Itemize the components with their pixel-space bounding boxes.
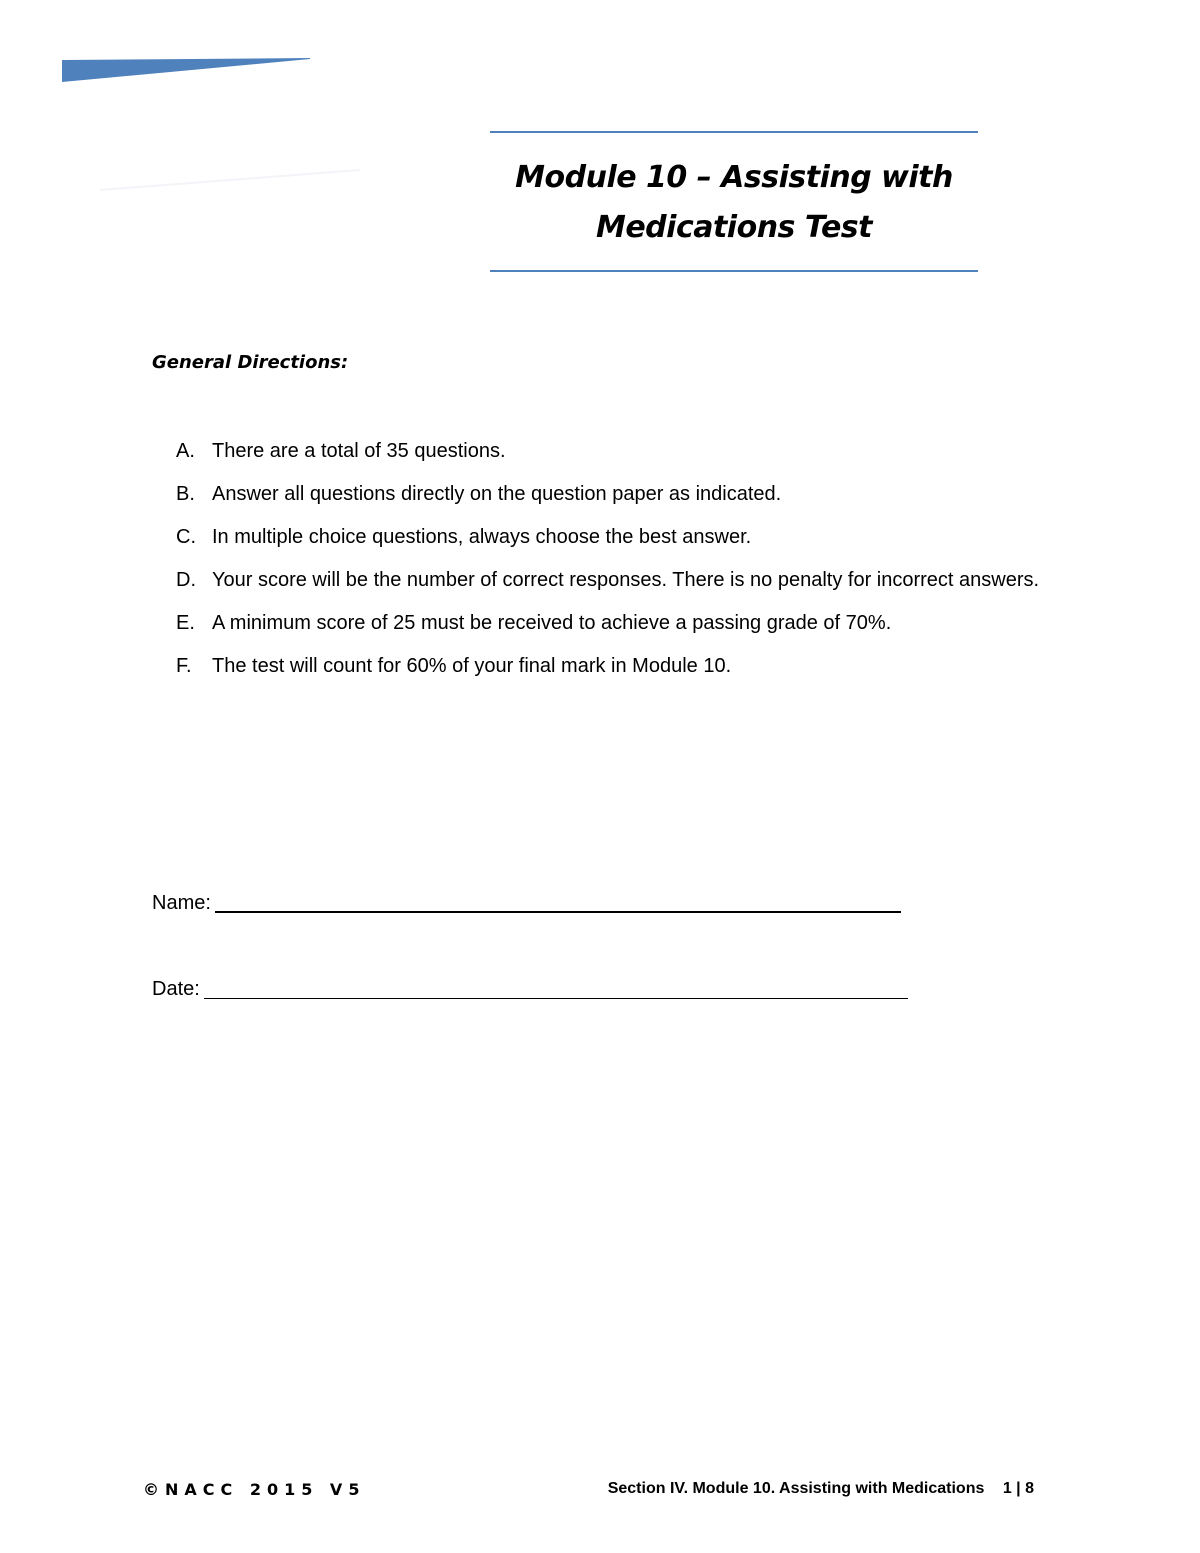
header-banner-graphic	[60, 56, 312, 84]
page-title-line-1: Module 10 – Assisting with	[515, 160, 953, 195]
direction-item	[176, 516, 1046, 559]
directions-heading: General Directions:	[152, 352, 349, 373]
direction-marker: F.	[176, 655, 192, 677]
footer-section-title: Section IV. Module 10. Assisting with Medications	[607, 1480, 985, 1497]
direction-item	[176, 430, 1046, 473]
direction-text: The test will count for 60% of your final mark in Module 10.	[212, 655, 732, 677]
title-block	[490, 131, 978, 273]
direction-item	[176, 645, 1046, 688]
date-label: Date:	[152, 978, 200, 1000]
footer-page-number: 1 | 8	[1002, 1480, 1034, 1497]
page-title-line-2: Medications Test	[595, 210, 873, 245]
direction-item	[176, 559, 1046, 602]
direction-marker: E.	[176, 612, 195, 634]
title-bottom-rule	[490, 270, 978, 272]
direction-text: Answer all questions directly on the question paper as indicated.	[212, 483, 782, 505]
directions-list	[176, 430, 1046, 688]
footer-section-info	[608, 1480, 1034, 1498]
date-field-row	[152, 978, 908, 1001]
name-label: Name:	[152, 892, 211, 914]
page-title	[490, 153, 978, 253]
direction-text: In multiple choice questions, always choose the best answer.	[212, 526, 752, 548]
name-field-row	[152, 892, 901, 915]
direction-item	[176, 473, 1046, 516]
footer-copyright: ©NACC 2015 V5	[143, 1480, 366, 1499]
direction-text: Your score will be the number of correct responses. There is no penalty for incorrect answers.	[212, 569, 1040, 591]
direction-item	[176, 602, 1046, 645]
direction-marker: A.	[176, 440, 195, 462]
direction-marker: B.	[176, 483, 195, 505]
name-blank-line[interactable]	[215, 893, 901, 913]
direction-marker: D.	[176, 569, 196, 591]
date-blank-line[interactable]	[204, 980, 908, 999]
direction-text: A minimum score of 25 must be received to achieve a passing grade of 70%.	[212, 612, 892, 634]
direction-text: There are a total of 35 questions.	[212, 440, 506, 462]
direction-marker: C.	[176, 526, 196, 548]
header-banner-reflection	[100, 165, 360, 195]
title-top-rule	[490, 131, 978, 133]
